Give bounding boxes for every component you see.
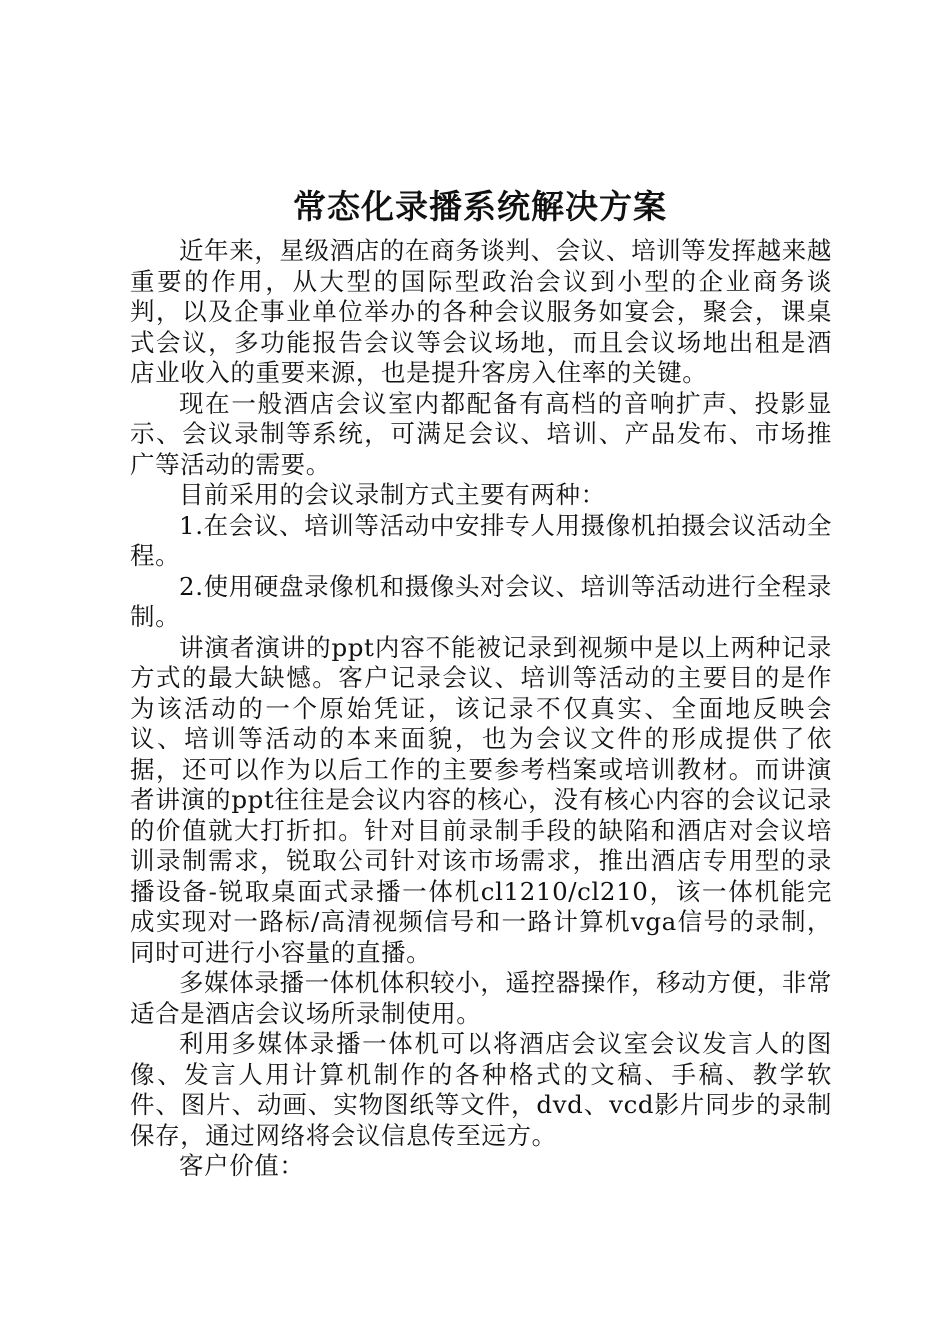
paragraph-portability: 多媒体录播一体机体积较小，遥控器操作，移动方便，非常适合是酒店会议场所录制使用。 bbox=[130, 968, 832, 1028]
paragraph-intro: 近年来，星级酒店的在商务谈判、会议、培训等发挥越来越重要的作用，从大型的国际型政治会议到小型的企业商务谈判，以及企事业单位举办的各种会议服务如宴会，聚会，课桌式会议，多功能报告会议等会议场地，而且会议场地出租是酒店业收入的重要来源，也是提升客房入住率的关键。 bbox=[130, 236, 832, 387]
list-item-method-2: 2.使用硬盘录像机和摄像头对会议、培训等活动进行全程录制。 bbox=[130, 571, 832, 631]
paragraph-problem-solution: 讲演者演讲的ppt内容不能被记录到视频中是以上两种记录方式的最大缺憾。客户记录会议、培训等活动的主要目的是作为该活动的一个原始凭证，该记录不仅真实、全面地反映会议、培训等活动的本来面貌，也为会议文件的形成提供了依据，还可以作为以后工作的主要参考档案或培训教材。而讲演者讲演的ppt往往是会议内容的核心，没有核心内容的会议记录的价值就大打折扣。针对目前录制手段的缺陷和酒店对会议培训录制需求，锐取公司针对该市场需求，推出酒店专用型的录播设备-锐取桌面式录播一体机cl1210/cl210，该一体机能完成实现对一路标/高清视频信号和一路计算机vga信号的录制，同时可进行小容量的直播。 bbox=[130, 632, 832, 967]
document-title: 常态化录播系统解决方案 bbox=[293, 187, 667, 226]
paragraph-customer-value: 客户价值： bbox=[179, 1151, 305, 1180]
paragraph-capabilities: 利用多媒体录播一体机可以将酒店会议室会议发言人的图像、发言人用计算机制作的各种格式的文稿、手稿、教学软件、图片、动画、实物图纸等文件，dvd、vcd影片同步的录制保存，通过网络将会议信息传至远方。 bbox=[130, 1029, 832, 1150]
document-body bbox=[130, 236, 832, 1182]
list-item-method-1: 1.在会议、培训等活动中安排专人用摄像机拍摄会议活动全程。 bbox=[130, 510, 832, 570]
paragraph-methods-intro: 目前采用的会议录制方式主要有两种： bbox=[179, 480, 606, 509]
paragraph-equipment: 现在一般酒店会议室内都配备有高档的音响扩声、投影显示、会议录制等系统，可满足会议、培训、产品发布、市场推广等活动的需要。 bbox=[130, 388, 832, 479]
